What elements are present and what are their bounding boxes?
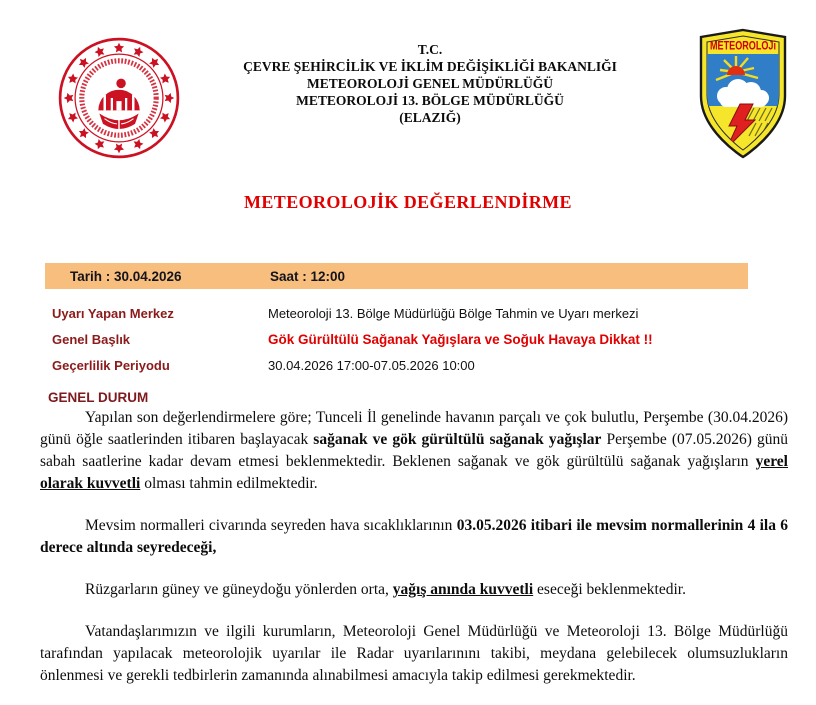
field-label-issuing-center: Uyarı Yapan Merkez <box>52 305 174 321</box>
date-label: Tarih : 30.04.2026 <box>70 268 182 284</box>
letterhead-line-city: (ELAZIĞ) <box>399 110 461 125</box>
field-row-validity-period <box>52 352 782 378</box>
paragraph-bold-underline-phrase: yerel olarak kuvvetli <box>40 453 788 492</box>
letterhead-line-tc: T.C. <box>417 42 443 57</box>
paragraph-text: Vatandaşlarımızın ve ilgili kurumların, Meteoroloji Genel Müdürlüğü ve Meteoroloji 13. Bölge Müdürlüğü tarafından yapılacak meteorolojik uyarılar ile Radar uyarılarınını takibi, meydana gelebilecek olumsuzlukların önlenmesi ve gerekli tedbirlerin zamanında alınabilmesi amacıyla takip edilmesi gerekmektedir. <box>40 623 788 684</box>
warning-fields <box>52 300 782 378</box>
paragraph-bold-underline-phrase: yağış anında kuvvetli <box>392 581 534 598</box>
letterhead-line-region: METEOROLOJİ 13. BÖLGE MÜDÜRLÜĞÜ <box>296 93 564 108</box>
shield-logo-text: METEOROLOJi <box>710 40 776 53</box>
field-label-general-headline: Genel Başlık <box>52 331 131 347</box>
paragraph-text: Rüzgarların güney ve güneydoğu yönlerden orta, <box>85 581 393 598</box>
letterhead-line-ministry: ÇEVRE ŞEHİRCİLİK VE İKLİM DEĞİŞİKLİĞİ BAKANLIĞI <box>243 59 617 74</box>
field-value-issuing-center: Meteoroloji 13. Bölge Müdürlüğü Bölge Tahmin ve Uyarı merkezi <box>268 305 639 321</box>
paragraph-text: Mevsim normalleri civarında seyreden hava sıcaklıklarının <box>85 517 457 534</box>
assessment-body <box>40 407 788 687</box>
field-label-validity-period: Geçerlilik Periyodu <box>52 357 170 373</box>
time-label: Saat : 12:00 <box>270 268 346 284</box>
letterhead-line-general-directorate: METEOROLOJİ GENEL MÜDÜRLÜĞÜ <box>306 76 554 91</box>
field-row-issuing-center <box>52 300 782 326</box>
paragraph-text: Yapılan son değerlendirmelere göre; Tunceli İl genelinde havanın parçalı ve çok bulutlu, Perşembe (30.04.2026) günü öğle saatlerinden itibaren başlayacak <box>40 409 788 448</box>
document-title: METEOROLOJİK DEĞERLENDİRME <box>244 192 572 212</box>
letterhead <box>150 41 710 126</box>
field-value-validity-period: 30.04.2026 17:00-07.05.2026 10:00 <box>268 357 475 373</box>
paragraph-precipitation <box>40 407 788 495</box>
paragraph-temperature <box>40 515 788 559</box>
paragraph-bold-phrase: 03.05.2026 itibari ile mevsim normallerinin 4 ila 6 derece altında seyredeceği, <box>40 517 788 556</box>
paragraph-text: Perşembe (07.05.2026) günü sabah saatlerine kadar devam etmesi beklenmektedir. Beklenen sağanak ve gök gürültülü sağanak yağışların <box>40 431 788 470</box>
field-row-general-headline <box>52 326 782 352</box>
paragraph-advisory <box>40 621 788 687</box>
paragraph-bold-phrase: sağanak ve gök gürültülü sağanak yağışlar <box>313 431 602 448</box>
meteoroloji-shield-logo <box>698 27 788 161</box>
date-time-bar <box>45 263 748 289</box>
paragraph-text: eseceği beklenmektedir. <box>533 581 686 598</box>
paragraph-wind <box>40 579 788 601</box>
paragraph-text: olması tahmin edilmektedir. <box>140 475 318 492</box>
section-heading-genel-durum: GENEL DURUM <box>48 390 149 405</box>
field-value-general-headline: Gök Gürültülü Sağanak Yağışlara ve Soğuk Havaya Dikkat !! <box>268 331 653 347</box>
